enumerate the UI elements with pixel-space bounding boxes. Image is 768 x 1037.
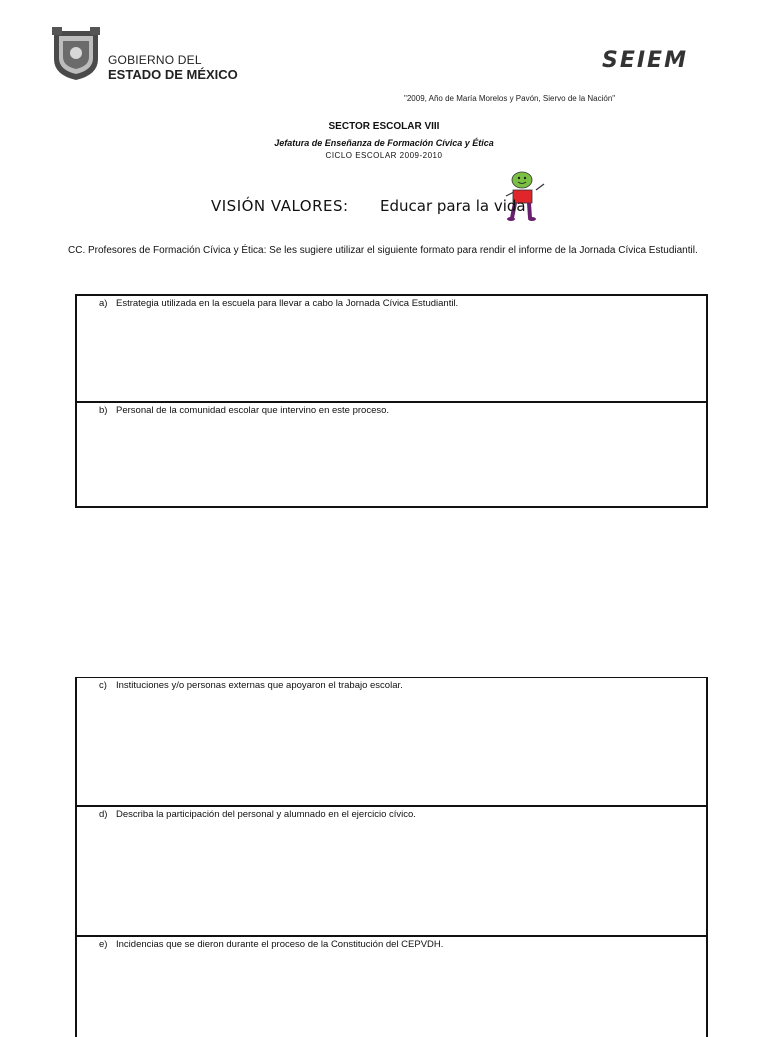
report-form-section-1: [75, 294, 708, 508]
field-label: e) Incidencias que se dieron durante el proceso de la Constitución del CEPVDH.: [99, 939, 444, 950]
instructions-paragraph: CC. Profesores de Formación Cívica y Ética: Se les sugiere utilizar el siguiente formato para rendir el informe de la Jornada Cívica Estudiantil.: [68, 245, 698, 256]
sector-title: SECTOR ESCOLAR VIII: [328, 121, 440, 132]
field-label: b) Personal de la comunidad escolar que intervino en este proceso.: [99, 405, 390, 416]
field-label: a) Estrategia utilizada en la escuela para llevar a cabo la Jornada Cívica Estudiantil.: [99, 298, 459, 309]
field-external-institutions[interactable]: [77, 678, 706, 807]
field-strategy[interactable]: [77, 296, 706, 403]
jefatura-subtitle: Jefatura de Enseñanza de Formación Cívica y Ética: [274, 138, 494, 148]
report-form-section-2: [75, 677, 708, 1037]
vision-label: VISIÓN VALORES:: [211, 197, 349, 215]
government-name-line1: GOBIERNO DEL: [108, 53, 202, 67]
seiem-logo-text: SEIEM: [602, 48, 688, 73]
year-motto: "2009, Año de María Morelos y Pavón, Siervo de la Nación": [404, 94, 616, 103]
field-label: c) Instituciones y/o personas externas que apoyaron el trabajo escolar.: [99, 680, 403, 691]
field-label: d) Describa la participación del personal y alumnado en el ejercicio cívico.: [99, 809, 416, 820]
vision-motto: Educar para la vida: [380, 197, 526, 215]
school-cycle: CICLO ESCOLAR 2009-2010: [325, 151, 443, 160]
state-seal-logo: [50, 25, 102, 81]
field-incidents[interactable]: [77, 937, 706, 1037]
field-participation[interactable]: [77, 807, 706, 937]
government-name-line2: ESTADO DE MÉXICO: [108, 67, 238, 82]
field-personnel[interactable]: [77, 403, 706, 508]
